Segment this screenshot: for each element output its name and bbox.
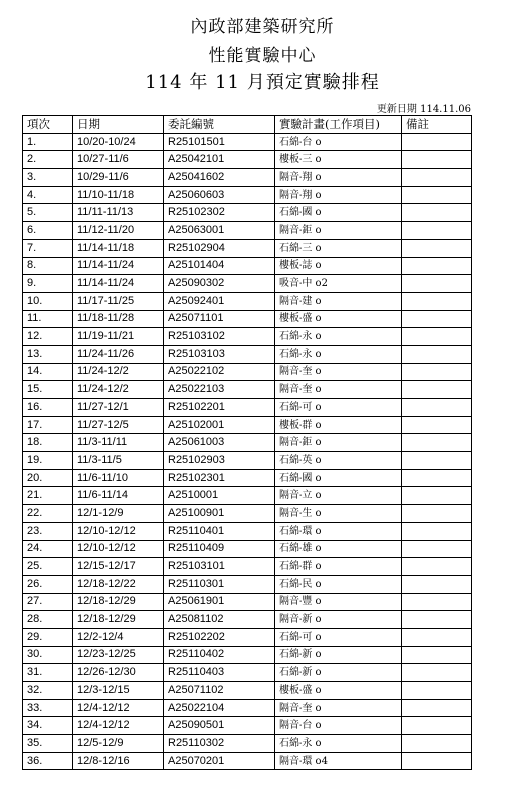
table-row	[23, 593, 472, 611]
table-row	[23, 257, 472, 275]
column-header-date: 日期	[73, 116, 164, 134]
cell-item: 石綿-台 o	[275, 133, 402, 151]
table-row	[23, 222, 472, 240]
cell-code: R25101501	[164, 133, 275, 151]
cell-note	[402, 611, 472, 629]
cell-item: 樓板-三 o	[275, 151, 402, 169]
cell-date: 10/20-10/24	[73, 133, 164, 151]
cell-code: R25102904	[164, 239, 275, 257]
column-header-no: 項次	[23, 116, 73, 134]
cell-no: 24.	[23, 540, 73, 558]
cell-note	[402, 717, 472, 735]
cell-item: 石綿-永 o	[275, 345, 402, 363]
cell-code: A25061003	[164, 434, 275, 452]
cell-code: A25022103	[164, 381, 275, 399]
column-header-code: 委託編號	[164, 116, 275, 134]
center-title: 性能實驗中心	[208, 46, 317, 66]
cell-note	[402, 735, 472, 753]
cell-no: 3.	[23, 169, 73, 187]
cell-date: 12/18-12/29	[73, 593, 164, 611]
cell-code: A25081102	[164, 611, 275, 629]
cell-no: 23.	[23, 522, 73, 540]
cell-item: 隔音-豐 o	[275, 593, 402, 611]
table-row	[23, 239, 472, 257]
table-row	[23, 416, 472, 434]
table-row	[23, 540, 472, 558]
table-row	[23, 186, 472, 204]
cell-item: 石綿-三 o	[275, 239, 402, 257]
table-row	[23, 646, 472, 664]
cell-date: 11/12-11/20	[73, 222, 164, 240]
cell-note	[402, 275, 472, 293]
cell-code: A25022104	[164, 699, 275, 717]
cell-item: 隔音-鉅 o	[275, 434, 402, 452]
table-row	[23, 522, 472, 540]
table-row	[23, 133, 472, 151]
cell-item: 隔音-新 o	[275, 611, 402, 629]
cell-date: 12/8-12/16	[73, 752, 164, 770]
cell-code: A25100901	[164, 505, 275, 523]
cell-note	[402, 752, 472, 770]
cell-item: 石綿-國 o	[275, 204, 402, 222]
cell-code: A25063001	[164, 222, 275, 240]
cell-note	[402, 416, 472, 434]
table-row	[23, 345, 472, 363]
cell-code: A25060603	[164, 186, 275, 204]
cell-item: 樓板-群 o	[275, 416, 402, 434]
cell-item: 石綿-英 o	[275, 452, 402, 470]
cell-code: R25103102	[164, 328, 275, 346]
cell-date: 12/23-12/25	[73, 646, 164, 664]
table-row	[23, 699, 472, 717]
cell-no: 8.	[23, 257, 73, 275]
table-row	[23, 558, 472, 576]
cell-no: 17.	[23, 416, 73, 434]
cell-note	[402, 469, 472, 487]
table-row	[23, 628, 472, 646]
cell-no: 13.	[23, 345, 73, 363]
schedule-title: 114 年 11 月預定實驗排程	[145, 72, 380, 93]
cell-item: 隔音-奎 o	[275, 699, 402, 717]
cell-date: 12/1-12/9	[73, 505, 164, 523]
cell-no: 31.	[23, 664, 73, 682]
cell-note	[402, 558, 472, 576]
cell-date: 11/24-12/2	[73, 381, 164, 399]
cell-no: 30.	[23, 646, 73, 664]
cell-item: 隔音-台 o	[275, 717, 402, 735]
cell-date: 12/26-12/30	[73, 664, 164, 682]
table-row	[23, 275, 472, 293]
cell-note	[402, 292, 472, 310]
cell-no: 19.	[23, 452, 73, 470]
column-header-note: 備註	[402, 116, 472, 134]
table-row	[23, 487, 472, 505]
cell-item: 樓板-誌 o	[275, 257, 402, 275]
cell-no: 20.	[23, 469, 73, 487]
cell-item: 石綿-可 o	[275, 399, 402, 417]
cell-note	[402, 345, 472, 363]
table-row	[23, 575, 472, 593]
cell-date: 12/15-12/17	[73, 558, 164, 576]
cell-item: 隔音-翔 o	[275, 169, 402, 187]
cell-date: 11/10-11/18	[73, 186, 164, 204]
cell-note	[402, 575, 472, 593]
table-row	[23, 717, 472, 735]
schedule-table	[22, 115, 472, 770]
cell-date: 10/27-11/6	[73, 151, 164, 169]
cell-code: R25110301	[164, 575, 275, 593]
cell-item: 石綿-環 o	[275, 522, 402, 540]
cell-code: A25070201	[164, 752, 275, 770]
cell-date: 11/24-12/2	[73, 363, 164, 381]
cell-code: R25102302	[164, 204, 275, 222]
cell-note	[402, 540, 472, 558]
cell-no: 25.	[23, 558, 73, 576]
cell-code: R25110302	[164, 735, 275, 753]
table-row	[23, 381, 472, 399]
cell-date: 12/10-12/12	[73, 540, 164, 558]
cell-code: R25110409	[164, 540, 275, 558]
cell-code: A25061901	[164, 593, 275, 611]
cell-date: 11/27-12/5	[73, 416, 164, 434]
cell-no: 22.	[23, 505, 73, 523]
cell-item: 石綿-永 o	[275, 328, 402, 346]
cell-note	[402, 522, 472, 540]
cell-note	[402, 505, 472, 523]
cell-code: A25102001	[164, 416, 275, 434]
cell-note	[402, 328, 472, 346]
cell-no: 15.	[23, 381, 73, 399]
cell-item: 石綿-永 o	[275, 735, 402, 753]
cell-item: 隔音-奎 o	[275, 381, 402, 399]
cell-code: A25090501	[164, 717, 275, 735]
table-row	[23, 292, 472, 310]
cell-note	[402, 628, 472, 646]
table-header-row	[23, 116, 472, 134]
cell-date: 11/24-11/26	[73, 345, 164, 363]
table-row	[23, 611, 472, 629]
cell-item: 隔音-生 o	[275, 505, 402, 523]
cell-note	[402, 151, 472, 169]
cell-item: 隔音-鉅 o	[275, 222, 402, 240]
cell-note	[402, 363, 472, 381]
cell-no: 29.	[23, 628, 73, 646]
institute-title: 內政部建築研究所	[190, 17, 335, 37]
cell-code: R25110403	[164, 664, 275, 682]
cell-date: 10/29-11/6	[73, 169, 164, 187]
cell-note	[402, 646, 472, 664]
cell-item: 隔音-立 o	[275, 487, 402, 505]
cell-date: 12/10-12/12	[73, 522, 164, 540]
cell-no: 21.	[23, 487, 73, 505]
cell-date: 11/19-11/21	[73, 328, 164, 346]
cell-no: 10.	[23, 292, 73, 310]
cell-code: R25103101	[164, 558, 275, 576]
cell-date: 12/3-12/15	[73, 682, 164, 700]
cell-item: 石綿-新 o	[275, 664, 402, 682]
cell-item: 樓板-盛 o	[275, 682, 402, 700]
table-row	[23, 664, 472, 682]
cell-no: 1.	[23, 133, 73, 151]
cell-code: R25102201	[164, 399, 275, 417]
cell-note	[402, 169, 472, 187]
cell-item: 石綿-雄 o	[275, 540, 402, 558]
cell-date: 12/5-12/9	[73, 735, 164, 753]
cell-date: 12/2-12/4	[73, 628, 164, 646]
cell-item: 樓板-盛 o	[275, 310, 402, 328]
cell-code: R25102301	[164, 469, 275, 487]
cell-note	[402, 310, 472, 328]
cell-date: 11/14-11/24	[73, 275, 164, 293]
cell-code: A2510001	[164, 487, 275, 505]
update-date: 更新日期 114.11.06	[376, 104, 471, 115]
cell-code: R25110402	[164, 646, 275, 664]
table-row	[23, 469, 472, 487]
cell-code: A25071102	[164, 682, 275, 700]
cell-no: 6.	[23, 222, 73, 240]
cell-no: 5.	[23, 204, 73, 222]
cell-date: 11/14-11/18	[73, 239, 164, 257]
cell-note	[402, 257, 472, 275]
cell-code: R25102202	[164, 628, 275, 646]
cell-no: 34.	[23, 717, 73, 735]
cell-item: 石綿-民 o	[275, 575, 402, 593]
table-row	[23, 452, 472, 470]
cell-note	[402, 664, 472, 682]
cell-date: 11/3-11/11	[73, 434, 164, 452]
cell-note	[402, 222, 472, 240]
table-row	[23, 735, 472, 753]
cell-code: A25092401	[164, 292, 275, 310]
cell-code: R25110401	[164, 522, 275, 540]
column-header-item: 實驗計畫(工作項目)	[275, 116, 402, 134]
cell-note	[402, 434, 472, 452]
cell-item: 石綿-群 o	[275, 558, 402, 576]
cell-note	[402, 186, 472, 204]
cell-item: 隔音-翔 o	[275, 186, 402, 204]
table-row	[23, 204, 472, 222]
cell-item: 隔音-奎 o	[275, 363, 402, 381]
cell-note	[402, 699, 472, 717]
cell-no: 9.	[23, 275, 73, 293]
cell-no: 4.	[23, 186, 73, 204]
cell-item: 石綿-新 o	[275, 646, 402, 664]
cell-date: 12/18-12/29	[73, 611, 164, 629]
cell-note	[402, 239, 472, 257]
cell-item: 吸音-中 o2	[275, 275, 402, 293]
cell-item: 隔音-環 o4	[275, 752, 402, 770]
cell-note	[402, 682, 472, 700]
cell-note	[402, 204, 472, 222]
cell-item: 隔音-建 o	[275, 292, 402, 310]
cell-code: A25071101	[164, 310, 275, 328]
cell-date: 12/4-12/12	[73, 717, 164, 735]
cell-item: 石綿-可 o	[275, 628, 402, 646]
cell-item: 石綿-國 o	[275, 469, 402, 487]
cell-no: 14.	[23, 363, 73, 381]
cell-date: 11/27-12/1	[73, 399, 164, 417]
cell-code: A25042101	[164, 151, 275, 169]
cell-date: 12/18-12/22	[73, 575, 164, 593]
cell-date: 11/18-11/28	[73, 310, 164, 328]
cell-note	[402, 133, 472, 151]
table-row	[23, 169, 472, 187]
cell-no: 2.	[23, 151, 73, 169]
cell-date: 11/6-11/14	[73, 487, 164, 505]
cell-date: 11/14-11/24	[73, 257, 164, 275]
cell-date: 11/3-11/5	[73, 452, 164, 470]
cell-date: 11/6-11/10	[73, 469, 164, 487]
cell-code: A25090302	[164, 275, 275, 293]
cell-no: 16.	[23, 399, 73, 417]
cell-no: 35.	[23, 735, 73, 753]
cell-note	[402, 593, 472, 611]
cell-note	[402, 487, 472, 505]
cell-no: 28.	[23, 611, 73, 629]
cell-no: 33.	[23, 699, 73, 717]
cell-code: A25022102	[164, 363, 275, 381]
cell-date: 12/4-12/12	[73, 699, 164, 717]
table-row	[23, 363, 472, 381]
cell-note	[402, 381, 472, 399]
cell-note	[402, 399, 472, 417]
cell-no: 18.	[23, 434, 73, 452]
table-row	[23, 328, 472, 346]
cell-code: R25102903	[164, 452, 275, 470]
cell-no: 32.	[23, 682, 73, 700]
table-row	[23, 752, 472, 770]
cell-code: A25101404	[164, 257, 275, 275]
cell-date: 11/11-11/13	[73, 204, 164, 222]
table-row	[23, 310, 472, 328]
table-row	[23, 434, 472, 452]
cell-no: 26.	[23, 575, 73, 593]
table-row	[23, 399, 472, 417]
table-row	[23, 682, 472, 700]
cell-no: 7.	[23, 239, 73, 257]
cell-no: 12.	[23, 328, 73, 346]
cell-code: R25103103	[164, 345, 275, 363]
cell-no: 27.	[23, 593, 73, 611]
cell-date: 11/17-11/25	[73, 292, 164, 310]
table-body	[23, 133, 472, 770]
table-row	[23, 505, 472, 523]
cell-no: 11.	[23, 310, 73, 328]
cell-no: 36.	[23, 752, 73, 770]
table-row	[23, 151, 472, 169]
cell-code: A25041602	[164, 169, 275, 187]
cell-note	[402, 452, 472, 470]
